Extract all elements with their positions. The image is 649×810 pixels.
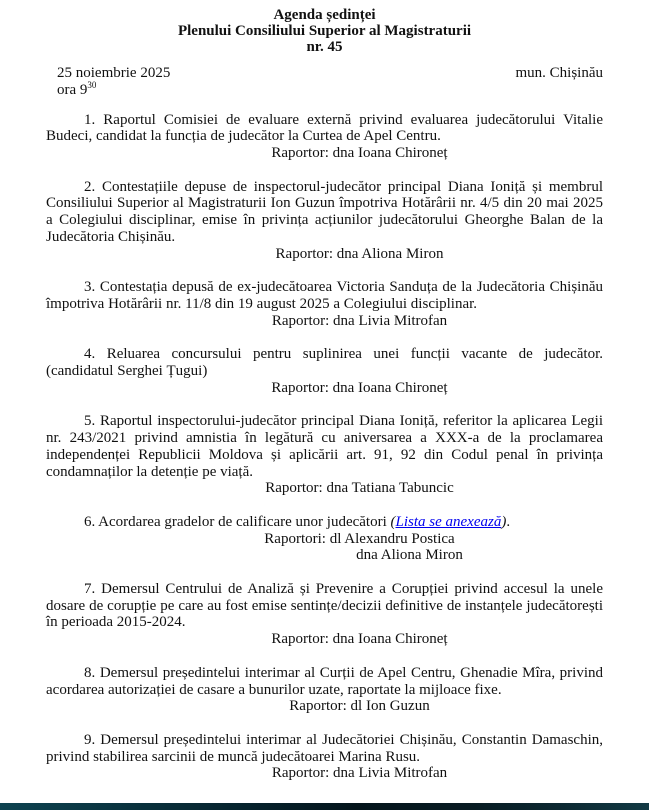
item-text: 5. Raportul inspectorului-judecător principal Diana Ioniță, referitor la aplicarea Legii nr. 243/2021 privind amnistia în legătură cu aniversarea a XXX-a de la proclamarea independenței Republicii Moldova și aplicării art. 91, 92 din Codul penal în privința condamnaților la detenție pe viață. [46,413,603,480]
agenda-item-7 [46,581,603,648]
item-text: 7. Demersul Centrului de Analiză și Prevenire a Corupției privind accesul la unele dosare de corupție pe care au fost emise sentințe/decizii definitive de instanțele judecătorești în perioada 2015-2024. [46,581,603,631]
session-time-superscript: 30 [87,80,97,91]
desktop-background-edge [0,803,649,810]
session-time [46,82,603,100]
raportor-line: Raportor: dna Aliona Miron [275,245,444,262]
session-date: 25 noiembrie 2025 [57,64,171,81]
raportor-line: Raportor: dna Tatiana Tabuncic [265,480,454,497]
raportor-line: Raportor: dna Ioana Chironeț [271,631,448,648]
meta-row [46,65,603,83]
agenda-item-5 [46,413,603,497]
raportor-line: Raportor: dna Livia Mitrofan [271,312,448,329]
agenda-item-4 [46,346,603,396]
item-text: 8. Demersul președintelui interimar al Curții de Apel Centru, Ghenadie Mîra, privind acordarea autorizației de casare a bunurilor uzate, raportate la mijloace fixe. [46,664,603,698]
item-text: 4. Reluarea concursului pentru suplinirea unei funcții vacante de judecător. [84,346,603,363]
item-candidate-note: (candidatul Serghei Țugui) [46,363,208,380]
raportor-line: Raportor: dl Ion Guzun [289,698,430,715]
paren-open: ( [390,513,396,530]
item-text: 1. Raportul Comisiei de evaluare externă privind evaluarea judecătorului Vitalie Budeci, candidat la funcția de judecător la Curtea de Apel Centru. [46,111,603,145]
raportor-line-second: dna Aliona Miron [356,547,463,564]
raportor-line: Raportor: dna Ioana Chironeț [271,379,448,396]
item-text-suffix: . [506,513,511,530]
agenda-item-8 [46,665,603,715]
title-line-1: Agenda ședinței [273,7,376,23]
raportor-line: Raportori: dl Alexandru Postica [264,530,455,547]
item-text-prefix: 6. Acordarea gradelor de calificare unor judecători [84,513,391,530]
title-line-3: nr. 45 [306,39,343,56]
title-line-2: Plenului Consiliului Superior al Magistraturii [177,23,472,40]
agenda-item-6 [46,514,603,564]
item-text: 3. Contestația depusă de ex-judecătoarea Victoria Sanduța de la Judecătoria Chișinău împotriva Hotărârii nr. 11/8 din 19 august 2025 a Colegiului disciplinar. [46,279,603,312]
item-text: 2. Contestațiile depuse de inspectorul-judecător principal Diana Ioniță și membrul Consiliului Superior al Magistraturii Ion Guzun împotriva Hotărârii nr. 4/5 din 20 mai 2025 a Colegiului disciplinar, emise în privința acțiunilor judecătorului Gheorghe Balan de la Judecătoria Chișinău. [46,178,603,245]
agenda-item-9 [46,732,603,782]
agenda-item-1 [46,112,603,162]
attachment-link[interactable]: Lista se anexează [395,513,502,530]
raportor-line: Raportor: dna Ioana Chironeț [271,145,448,162]
paren-close: ) [501,513,507,530]
agenda-item-3 [46,279,603,329]
session-time-text: ora 9 [57,82,88,99]
document-title [46,7,603,56]
session-location: mun. Chișinău [515,64,603,81]
item-text: 9. Demersul președintelui interimar al Judecătoriei Chișinău, Constantin Damaschin, privind stabilirea sarcinii de muncă judecătoarei Marina Rusu. [46,732,603,765]
agenda-item-2 [46,179,603,263]
raportor-line: Raportor: dna Livia Mitrofan [271,765,448,782]
item-text [46,514,603,531]
